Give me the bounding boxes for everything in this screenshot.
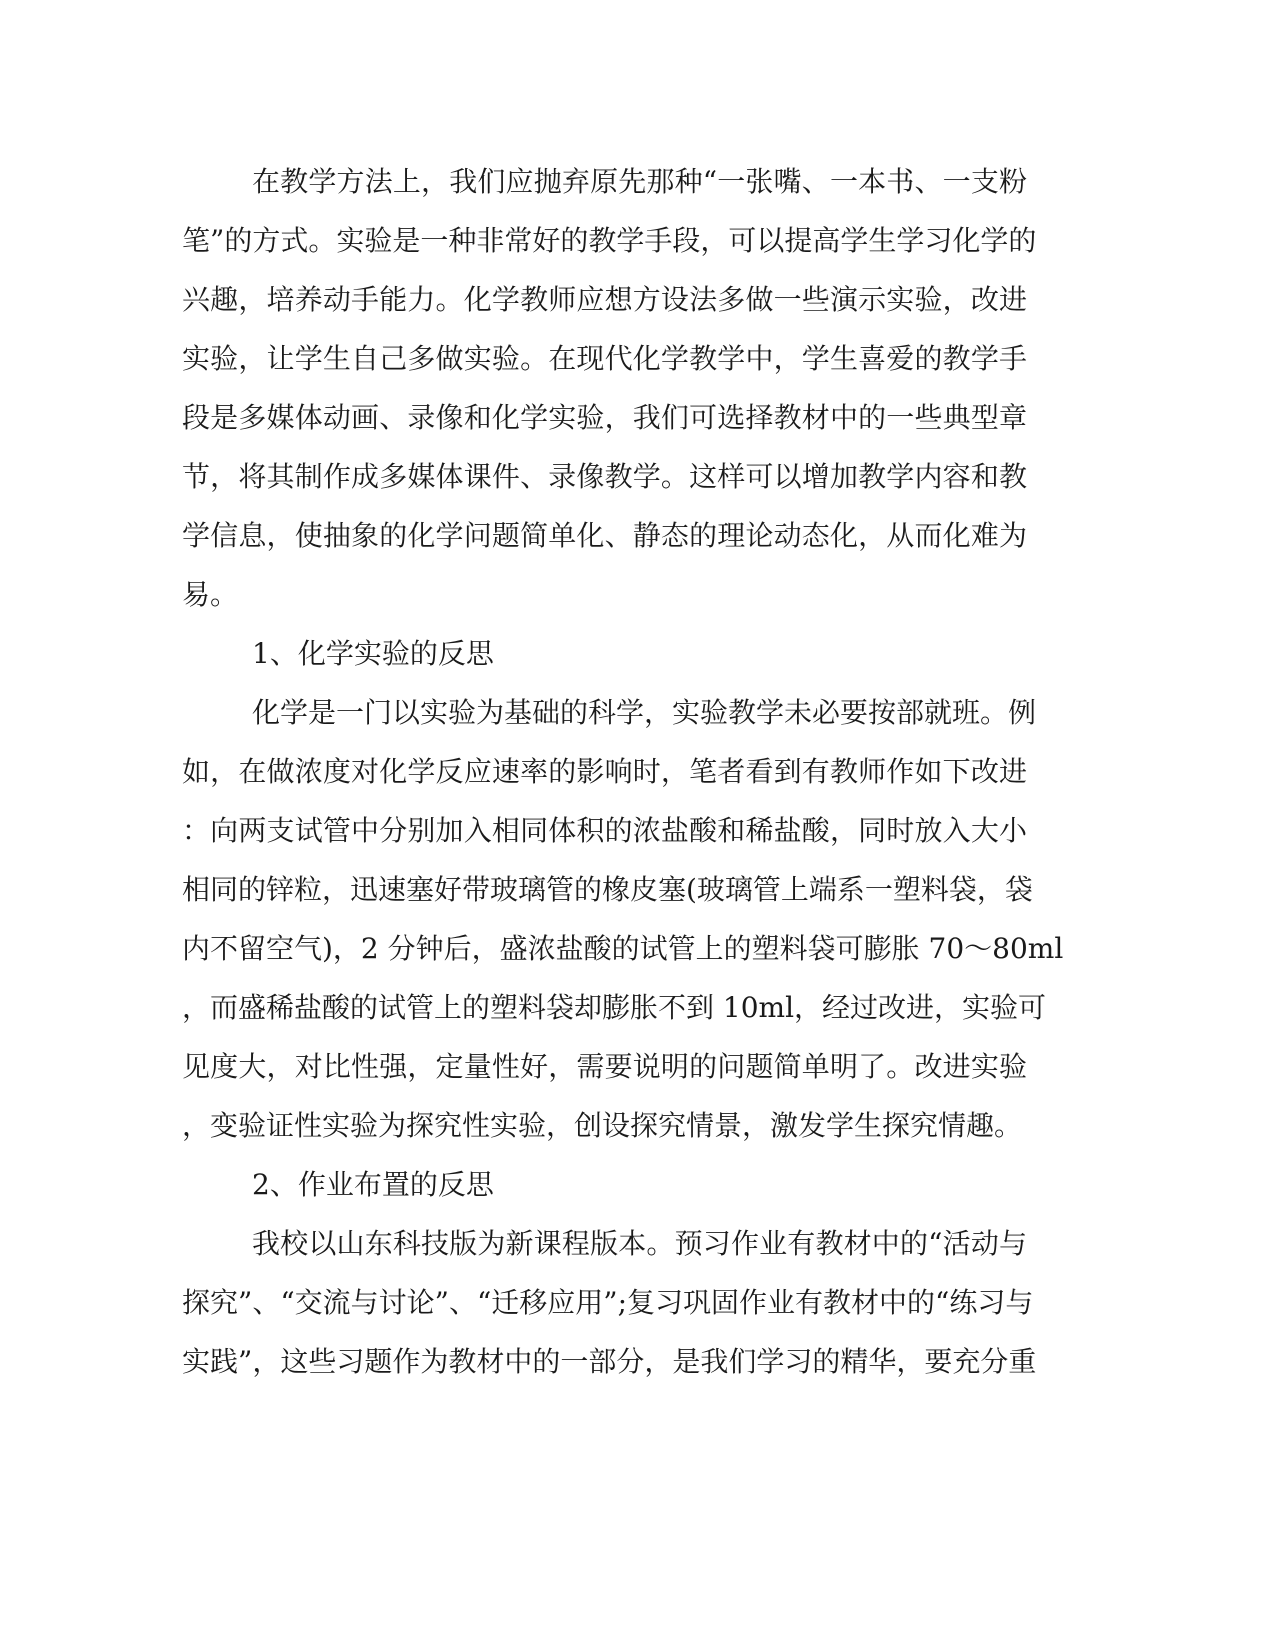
paragraph-line: 笔”的方式。实验是一种非常好的教学手段，可以提高学生学习化学的 bbox=[182, 224, 1037, 257]
paragraph-line: 我校以山东科技版为新课程版本。预习作业有教材中的“活动与 bbox=[252, 1227, 1027, 1260]
paragraph-line: 如，在做浓度对化学反应速率的影响时，笔者看到有教师作如下改进 bbox=[182, 755, 1027, 788]
paragraph-line: 探究”、“交流与讨论”、“迁移应用”;复习巩固作业有教材中的“练习与 bbox=[182, 1286, 1034, 1319]
paragraph-line: 见度大，对比性强，定量性好，需要说明的问题简单明了。改进实验 bbox=[182, 1050, 1027, 1083]
document-page bbox=[182, 152, 1064, 1391]
paragraph-line: 相同的锌粒，迅速塞好带玻璃管的橡皮塞(玻璃管上端系一塑料袋，袋 bbox=[182, 873, 1033, 906]
paragraph-line: 节，将其制作成多媒体课件、录像教学。这样可以增加教学内容和教 bbox=[182, 460, 1027, 493]
paragraph-line: ，变验证性实验为探究性实验，创设探究情景，激发学生探究情趣。 bbox=[182, 1109, 1023, 1142]
paragraph-line: 兴趣，培养动手能力。化学教师应想方设法多做一些演示实验，改进 bbox=[182, 283, 1027, 316]
paragraph-line: 实验，让学生自己多做实验。在现代化学教学中，学生喜爱的教学手 bbox=[182, 342, 1027, 375]
paragraph-line: ：向两支试管中分别加入相同体积的浓盐酸和稀盐酸，同时放入大小 bbox=[182, 814, 1027, 847]
paragraph-line: 内不留空气)，2 分钟后，盛浓盐酸的试管上的塑料袋可膨胀 70～80ml bbox=[182, 932, 1064, 965]
paragraph-line: 易。 bbox=[182, 578, 239, 611]
paragraph-line: ，而盛稀盐酸的试管上的塑料袋却膨胀不到 10ml，经过改进，实验可 bbox=[182, 991, 1047, 1024]
section-heading: 2、作业布置的反思 bbox=[252, 1168, 494, 1201]
section-heading: 1、化学实验的反思 bbox=[252, 637, 494, 670]
paragraph-line: 段是多媒体动画、录像和化学实验，我们可选择教材中的一些典型章 bbox=[182, 401, 1027, 434]
paragraph-line: 化学是一门以实验为基础的科学，实验教学未必要按部就班。例 bbox=[252, 696, 1037, 729]
paragraph-line: 实践”，这些习题作为教材中的一部分，是我们学习的精华，要充分重 bbox=[182, 1345, 1037, 1378]
paragraph-line: 在教学方法上，我们应抛弃原先那种“一张嘴、一本书、一支粉 bbox=[252, 165, 1027, 198]
paragraph-line: 学信息，使抽象的化学问题简单化、静态的理论动态化，从而化难为 bbox=[182, 519, 1027, 552]
